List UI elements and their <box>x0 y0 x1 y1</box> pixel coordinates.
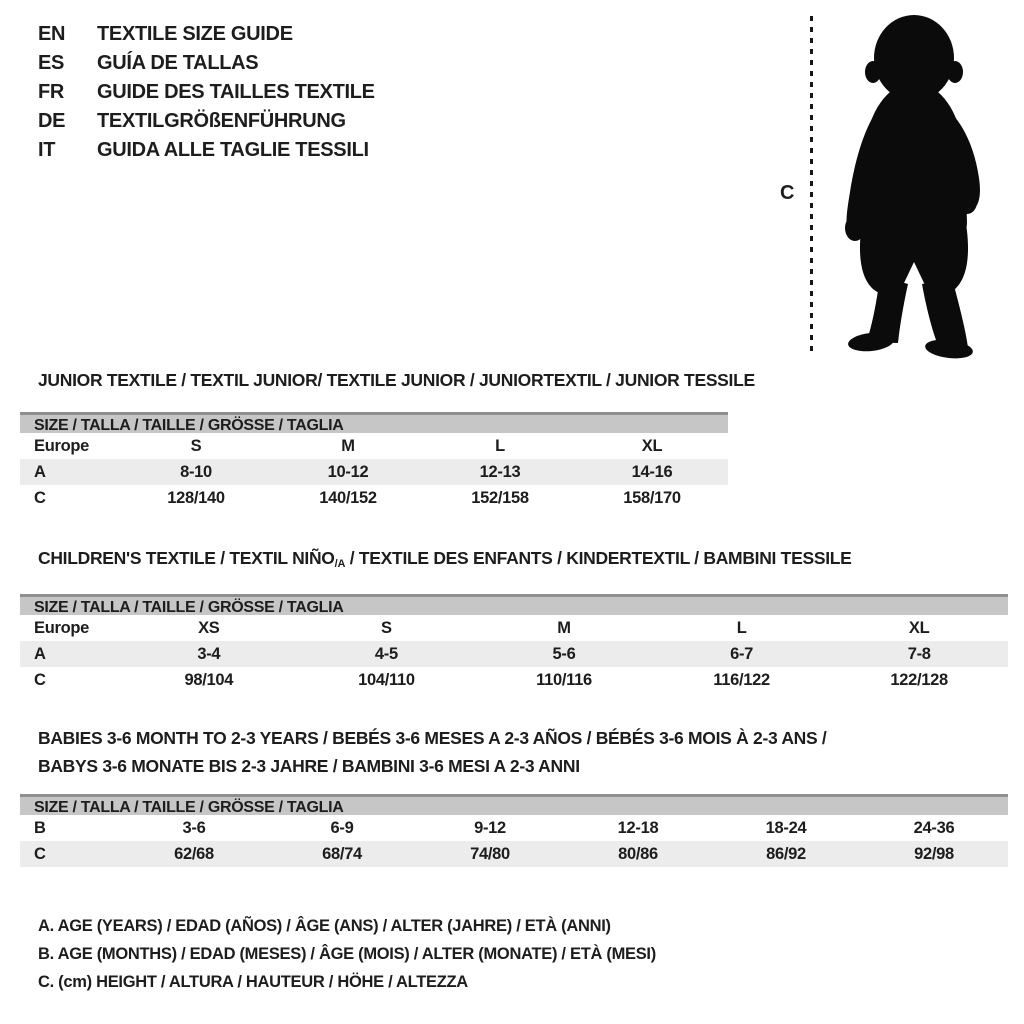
age-cell: 6-7 <box>730 645 754 663</box>
age-cell: 14-16 <box>631 463 673 481</box>
children-title-pre: CHILDREN'S TEXTILE / TEXTIL NIÑO <box>38 548 335 568</box>
age-cell: 5-6 <box>552 645 576 663</box>
footnote-a: A. AGE (YEARS) / EDAD (AÑOS) / ÂGE (ANS) / ALTER (JAHRE) / ETÀ (ANNI) <box>38 917 611 935</box>
table-header-band: SIZE / TALLA / TAILLE / GRÖSSE / TAGLIA <box>20 412 728 433</box>
babies-section-title <box>38 724 827 780</box>
table-row <box>20 433 728 459</box>
table-header-band: SIZE / TALLA / TAILLE / GRÖSSE / TAGLIA <box>20 794 1008 815</box>
language-row <box>38 136 375 165</box>
height-cell: 80/86 <box>618 845 658 863</box>
footnote-legend <box>38 912 656 996</box>
toddler-silhouette-icon <box>824 12 992 360</box>
language-row <box>38 20 375 49</box>
children-title-post: / TEXTILE DES ENFANTS / KINDERTEXTIL / BAMBINI TESSILE <box>345 548 852 568</box>
height-cell: 158/170 <box>623 489 681 507</box>
age-cell: 7-8 <box>907 645 931 663</box>
size-cell: XL <box>908 619 930 637</box>
row-label: A <box>34 645 46 663</box>
age-cell: 6-9 <box>330 819 354 837</box>
language-row <box>38 78 375 107</box>
height-cell: 128/140 <box>167 489 225 507</box>
age-cell: 4-5 <box>374 645 398 663</box>
language-label: TEXTILE SIZE GUIDE <box>97 23 293 45</box>
language-label: TEXTILGRÖßENFÜHRUNG <box>97 110 346 132</box>
children-section-title <box>38 548 852 575</box>
height-cell: 92/98 <box>914 845 954 863</box>
junior-size-table <box>20 412 728 511</box>
footnote-b: B. AGE (MONTHS) / EDAD (MESES) / ÂGE (MOIS) / ALTER (MONATE) / ETÀ (MESI) <box>38 945 656 963</box>
size-cell: L <box>736 619 747 637</box>
age-cell: 3-4 <box>197 645 221 663</box>
age-cell: 12-13 <box>479 463 521 481</box>
height-cell: 62/68 <box>174 845 214 863</box>
language-code: FR <box>38 81 65 103</box>
age-cell: 24-36 <box>913 819 955 837</box>
babies-title-line2: BABYS 3-6 MONATE BIS 2-3 JAHRE / BAMBINI 3-6 MESI A 2-3 ANNI <box>38 756 580 776</box>
size-cell: M <box>557 619 571 637</box>
age-cell: 3-6 <box>182 819 206 837</box>
table-row <box>20 615 1008 641</box>
language-label: GUÍA DE TALLAS <box>97 52 259 74</box>
size-cell: S <box>190 437 202 455</box>
height-cell: 104/110 <box>358 671 415 689</box>
height-cell: 98/104 <box>184 671 234 689</box>
age-cell: 12-18 <box>617 819 659 837</box>
height-measure-label: C <box>780 182 795 204</box>
children-title-subscript: /A <box>334 558 346 570</box>
size-cell: L <box>495 437 505 455</box>
table-row <box>20 485 728 511</box>
language-code: DE <box>38 110 66 132</box>
babies-title-line1: BABIES 3-6 MONTH TO 2-3 YEARS / BEBÉS 3-6 MESES A 2-3 AÑOS / BÉBÉS 3-6 MOIS À 2-3 ANS / <box>38 728 827 748</box>
size-cell: XL <box>641 437 663 455</box>
babies-size-table <box>20 794 1008 867</box>
table-row <box>20 815 1008 841</box>
language-label: GUIDA ALLE TAGLIE TESSILI <box>97 139 369 161</box>
row-label: B <box>34 819 46 837</box>
language-row <box>38 107 375 136</box>
junior-section-title: JUNIOR TEXTILE / TEXTIL JUNIOR/ TEXTILE JUNIOR / JUNIORTEXTIL / JUNIOR TESSILE <box>38 370 755 390</box>
height-measure-dotted-line <box>810 16 813 357</box>
table-row <box>20 459 728 485</box>
height-cell: 68/74 <box>322 845 362 863</box>
height-cell: 110/116 <box>536 671 592 689</box>
language-label: GUIDE DES TAILLES TEXTILE <box>97 81 375 103</box>
age-cell: 8-10 <box>180 463 212 481</box>
table-row <box>20 641 1008 667</box>
row-label: C <box>34 845 46 863</box>
age-cell: 9-12 <box>474 819 506 837</box>
age-cell: 10-12 <box>327 463 369 481</box>
height-cell: 116/122 <box>713 671 770 689</box>
height-cell: 140/152 <box>319 489 377 507</box>
language-code: IT <box>38 139 56 161</box>
size-cell: M <box>341 437 355 455</box>
table-row <box>20 841 1008 867</box>
row-label: C <box>34 671 46 689</box>
language-code: EN <box>38 23 66 45</box>
height-cell: 86/92 <box>766 845 806 863</box>
row-label: A <box>34 463 46 481</box>
table-row <box>20 667 1008 693</box>
language-title-block <box>38 20 375 165</box>
height-cell: 152/158 <box>471 489 529 507</box>
language-row <box>38 49 375 78</box>
age-cell: 18-24 <box>765 819 807 837</box>
height-cell: 74/80 <box>470 845 510 863</box>
size-cell: S <box>381 619 392 637</box>
footnote-c: C. (cm) HEIGHT / ALTURA / HAUTEUR / HÖHE / ALTEZZA <box>38 973 468 991</box>
row-label: Europe <box>34 437 90 455</box>
size-cell: XS <box>198 619 220 637</box>
language-code: ES <box>38 52 65 74</box>
row-label: C <box>34 489 46 507</box>
height-cell: 122/128 <box>890 671 948 689</box>
children-size-table <box>20 594 1008 693</box>
table-header-band: SIZE / TALLA / TAILLE / GRÖSSE / TAGLIA <box>20 594 1008 615</box>
row-label: Europe <box>34 619 90 637</box>
